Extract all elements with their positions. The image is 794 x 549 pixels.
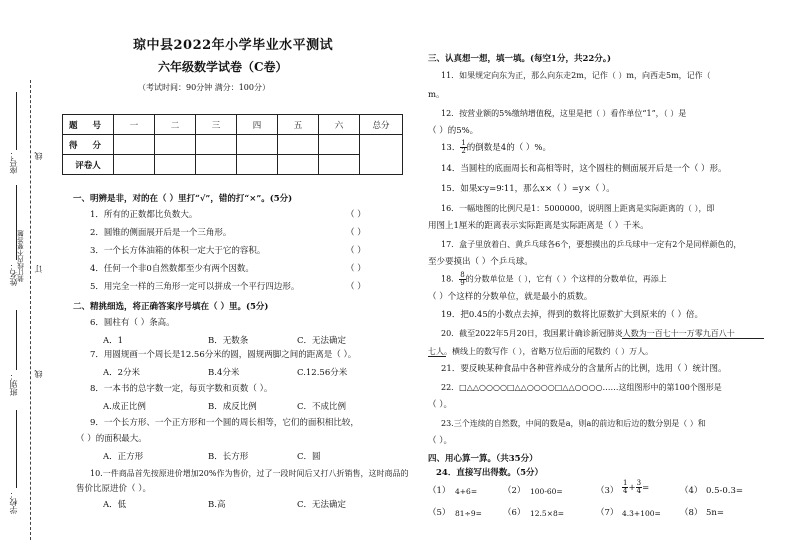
question-6-option-a[interactable]: A．1 — [103, 336, 124, 346]
score-cell[interactable] — [237, 135, 278, 155]
question-9-option-a[interactable]: A．正方形 — [103, 452, 144, 462]
question-13-number: 13． — [441, 143, 461, 153]
score-row-header — [63, 115, 403, 135]
calc-7-label: （7） — [596, 508, 619, 518]
question-12-cont: （ ）的5%。 — [428, 126, 479, 136]
grader-cell[interactable] — [155, 155, 196, 175]
question-6-option-b[interactable]: B．无数条 — [208, 336, 249, 346]
binding-xian-bottom: 线 — [34, 370, 43, 378]
score-col-3: 三 — [196, 115, 237, 135]
question-10: 10.一件商品首先按原进价增加20%作为售价，过了一段时间后又打八折销售，这时商品的 — [90, 469, 409, 478]
question-8-option-a[interactable]: A.成正比例 — [103, 402, 146, 412]
school-underline — [16, 410, 17, 488]
question-17-cont: 至少要摸出（ ）个乒乓球。 — [428, 257, 533, 267]
grader-cell[interactable] — [237, 155, 278, 175]
name-label: 姓名： — [9, 262, 18, 286]
calc-3-expr[interactable] — [622, 480, 649, 495]
score-col-1: 一 — [114, 115, 155, 135]
score-col-6: 六 — [319, 115, 360, 135]
question-7: 7．用圆规画一个周长是12.56分米的圆，圆规两脚之间的距离是（ ）。 — [90, 350, 357, 360]
question-9-option-c[interactable]: C．圆 — [297, 452, 321, 462]
question-9-option-b[interactable]: B．长方形 — [208, 452, 249, 462]
section-1-heading: 一、明辨是非，对的在（ ）里打“√”，错的打“×”。(5分) — [73, 194, 293, 204]
question-7-option-a[interactable]: A．2分米 — [103, 368, 141, 378]
question-20-underline-2 — [428, 356, 446, 357]
grader-cell[interactable] — [196, 155, 237, 175]
score-total-cell[interactable] — [360, 135, 403, 175]
question-21: 21．要反映某种食品中各种营养成分的含量所占的比例，选用（ ）统计图。 — [441, 364, 727, 374]
fraction-one-quarter: $\frac{1}{4}$ — [623, 479, 628, 495]
calc-4-expr[interactable]: 0.5-0.3= — [706, 486, 744, 496]
exam-title: 琼中县2022年小学毕业水平测试 — [133, 38, 334, 53]
score-cell[interactable] — [278, 135, 319, 155]
question-8: 8．一本书的总字数一定，每页字数和页数（ ）。 — [90, 384, 273, 394]
section-3-heading: 三、认真想一想，填一填。(每空1分，共22分。) — [428, 54, 612, 64]
score-head: 题 号 — [63, 115, 114, 135]
score-cell[interactable] — [114, 135, 155, 155]
calc-1-expr[interactable]: 4+6= — [455, 487, 478, 496]
binding-warning: 装订线内不要答题 — [17, 230, 25, 282]
question-7-option-c[interactable]: C.12.56分米 — [297, 368, 348, 378]
calc-4-label: （4） — [680, 486, 703, 496]
question-13 — [441, 140, 551, 155]
score-head: 得 分 — [63, 135, 114, 155]
question-2: 2．圆锥的侧面展开后是一个三角形。 — [90, 228, 232, 238]
question-4: 4．任何一个非0自然数都至少有两个因数。 — [90, 264, 254, 274]
question-10-cont: 售价比原进价（ ）。 — [76, 484, 151, 494]
question-10-option-a[interactable]: A．低 — [103, 500, 127, 510]
question-8-option-c[interactable]: C．不成比例 — [297, 402, 347, 412]
question-1-bracket[interactable]: （ ） — [346, 210, 366, 220]
score-table — [62, 114, 403, 175]
question-18-number: 18． — [441, 274, 460, 284]
question-16: 16．一幅地图的比例尺是1：5000000，说明图上距离是实际距离的（ ），即 — [441, 204, 715, 213]
calc-2-expr[interactable]: 100-60= — [530, 487, 563, 496]
score-row-grader — [63, 155, 403, 175]
calc-1-label: （1） — [428, 486, 451, 496]
seat-label: 座号： — [9, 150, 18, 174]
exam-subtitle: 六年级数学试卷（C卷） — [158, 60, 288, 74]
question-12: 12．按营业额的5%缴纳增值税，这里是把（ ）看作单位“1”，（ ）是 — [441, 109, 687, 118]
question-20-cont: 七人。横线上的数写作（ ），省略万位后面的尾数约（ ）万人。 — [428, 347, 654, 356]
question-20: 20．截至2022年5月20日，我国累计确诊新冠肺炎人数为一百七十一万零九百八十 — [441, 329, 735, 338]
question-10-option-b[interactable]: B.高 — [208, 500, 226, 510]
question-16-cont: 用图上1厘米的距离表示实际距离是实际距离是（ ）千米。 — [428, 221, 649, 231]
question-5: 5．用完全一样的三角形一定可以拼成一个平行四边形。 — [90, 282, 300, 292]
grader-cell[interactable] — [114, 155, 155, 175]
calc-2-label: （2） — [503, 486, 526, 496]
score-col-4: 四 — [237, 115, 278, 135]
question-6-option-c[interactable]: C．无法确定 — [297, 336, 347, 346]
question-20-underline — [622, 338, 764, 339]
calc-3-label: （3） — [596, 486, 619, 496]
question-4-bracket[interactable]: （ ） — [346, 264, 366, 274]
score-cell[interactable] — [319, 135, 360, 155]
school-label: 学校： — [9, 490, 18, 514]
exam-info: （考试时间：90分钟 满分：100分） — [138, 83, 270, 92]
fraction-three-quarters: $\frac{3}{4}$ — [636, 479, 642, 495]
score-col-2: 二 — [155, 115, 196, 135]
question-24: 24．直接写出得数。（5分） — [436, 468, 543, 478]
question-5-bracket[interactable]: （ ） — [346, 282, 366, 292]
question-3-bracket[interactable]: （ ） — [346, 246, 366, 256]
question-11-cont: m。 — [428, 90, 445, 100]
question-2-bracket[interactable]: （ ） — [346, 228, 366, 238]
question-23: 23.三个连续的自然数，中间的数是a，则a的前边和后边的数分别是（ ）和 — [441, 419, 706, 428]
binding-xian-top: 线 — [34, 152, 43, 160]
question-18-text: 的分数单位是（ ），它有（ ）个这样的分数单位，再添上 — [465, 274, 667, 284]
question-3: 3．一个长方体油箱的体积一定大于它的容积。 — [90, 246, 266, 256]
question-22: 22．□△△○○○○□△△○○○○□△△○○○○……这组图形中的第100个图形是 — [441, 383, 722, 392]
question-6: 6．圆柱有（ ）条高。 — [90, 318, 175, 328]
calc-3-eq: = — [642, 483, 650, 493]
question-8-option-b[interactable]: B．成反比例 — [208, 402, 257, 412]
calc-7-expr[interactable]: 4.3+100= — [622, 509, 661, 518]
grader-cell[interactable] — [319, 155, 360, 175]
question-15: 15．如果x∶y=9∶11，那么x×（ ）=y×（ ）。 — [441, 184, 615, 194]
calc-8-expr[interactable]: 5n= — [706, 508, 725, 518]
question-18 — [441, 272, 667, 287]
fraction-one-half: $\frac{1}{2}$ — [461, 139, 466, 155]
question-13-text: 的倒数是4的（ ）%。 — [466, 143, 551, 153]
score-col-5: 五 — [278, 115, 319, 135]
calc-6-expr[interactable]: 12.5×8= — [530, 509, 565, 518]
score-cell[interactable] — [155, 135, 196, 155]
calc-6-label: （6） — [503, 508, 526, 518]
score-cell[interactable] — [196, 135, 237, 155]
question-22-cont: （ ）。 — [428, 400, 452, 410]
score-row-score — [63, 135, 403, 155]
question-14: 14．当圆柱的底面周长和高相等时，这个圆柱的侧面展开后是一个（ ）形。 — [441, 164, 727, 174]
question-7-option-b[interactable]: B.4分米 — [208, 368, 240, 378]
question-17: 17．盒子里放着白、黄乒乓球各6个，要想摸出的乒乓球中一定有2个是同样颜色的， — [441, 240, 742, 249]
question-10-option-c[interactable]: C．无法确定 — [297, 500, 347, 510]
class-label: 班别： — [9, 372, 18, 396]
question-9: 9．一个长方形、一个正方形和一个圆的周长相等，它们的面积相比较， — [90, 418, 359, 428]
calc-5-label: （5） — [428, 508, 451, 518]
calc-8-label: （8） — [680, 508, 703, 518]
question-1: 1．所有的正数都比负数大。 — [90, 210, 198, 220]
score-col-total: 总分 — [360, 115, 403, 135]
question-9-cont: （ ）的面积最大。 — [76, 434, 147, 444]
section-2-heading: 二、精挑细选，将正确答案序号填在（ ）里。(5分) — [73, 302, 269, 312]
score-head: 评卷人 — [63, 155, 114, 175]
grader-cell[interactable] — [278, 155, 319, 175]
fraction-eight-ninths: $\frac{8}{9}$ — [460, 271, 465, 287]
binding-line — [30, 80, 31, 540]
question-18-cont: （ ）个这样的分数单位，就是最小的质数。 — [428, 292, 593, 302]
question-23-cont: （ ）。 — [428, 436, 452, 446]
class-underline — [16, 310, 17, 370]
calc-5-expr[interactable]: 81÷9= — [455, 509, 482, 518]
section-4-heading: 四、用心算一算。（共35分） — [428, 454, 538, 464]
question-11: 11．如果规定向东为正，那么向东走2m，记作（ ）m，向西走5m，记作（ — [441, 71, 711, 80]
seat-underline — [16, 92, 17, 150]
binding-ding: 订 — [34, 265, 43, 273]
question-19: 19．把0.45的小数点去掉，得到的数将比原数扩大到原来的（ ）倍。 — [441, 310, 703, 320]
calc-3-op: + — [628, 483, 636, 493]
